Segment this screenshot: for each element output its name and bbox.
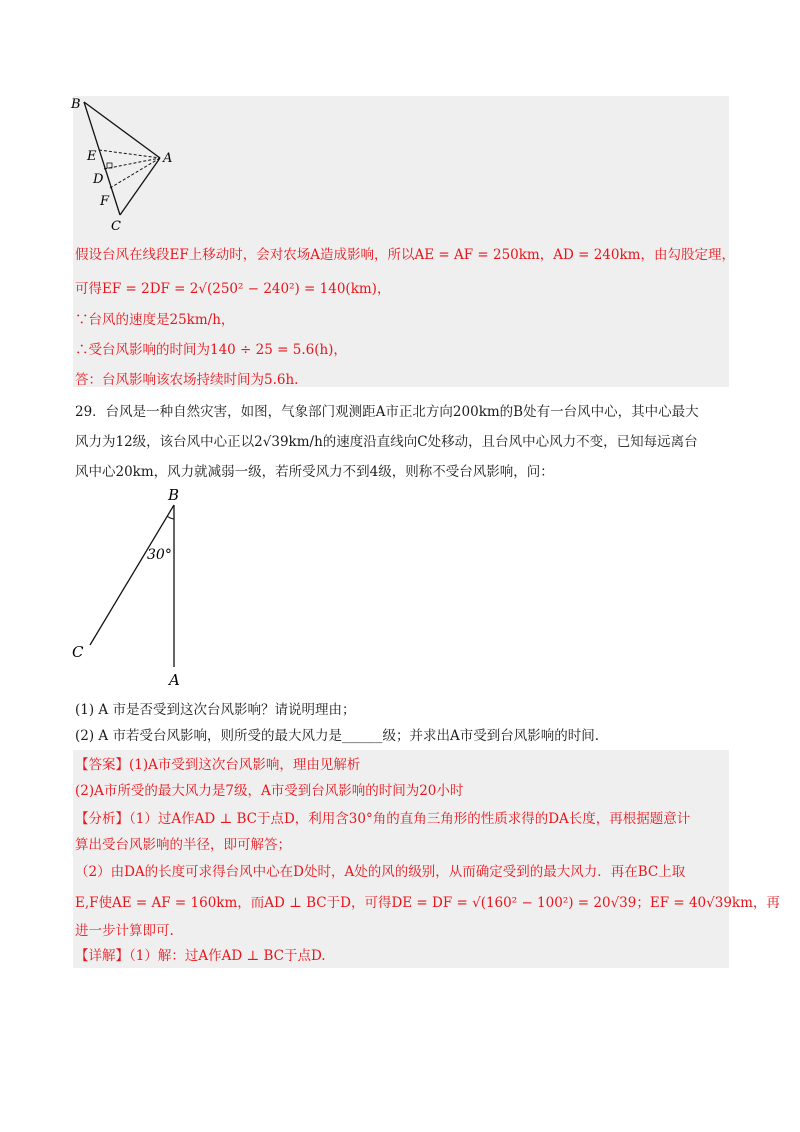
prev-solution-line-1: 假设台风在线段EF上移动时，会对农场A造成影响，所以AE = AF = 250km，AD = 240km，由勾股定理， bbox=[75, 247, 735, 263]
answer-line-2: (2)A市所受的最大风力是7级，A市受到台风影响的时间为20小时 bbox=[75, 783, 464, 799]
problem-line-2: 风力为12级，该台风中心正以2√39km/h的速度沿直线向C处移动，且台风中心风力不变，已知每远离台 bbox=[75, 434, 698, 450]
label-b2: B bbox=[168, 486, 180, 504]
label-f: F bbox=[100, 194, 110, 209]
analysis-line-3: （2）由DA的长度可求得台风中心在D处时，A处的风的级别，从而确定受到的最大风力．再在BC上取 bbox=[75, 864, 686, 880]
prev-solution-line-4: ∴受台风影响的时间为140 ÷ 25 = 5.6(h)， bbox=[75, 342, 347, 358]
label-a2: A bbox=[169, 671, 180, 689]
analysis-line-1: 【分析】（1）过A作AD ⊥ BC于点D，利用含30°角的直角三角形的性质求得的DA长度，再根据题意计 bbox=[75, 811, 691, 827]
analysis-line-2: 算出受台风影响的半径，即可解答； bbox=[75, 837, 291, 853]
analysis-line-5: 进一步计算即可. bbox=[75, 923, 174, 939]
label-d: D bbox=[93, 172, 104, 187]
detail-line-1: 【详解】（1）解：过A作AD ⊥ BC于点D. bbox=[75, 948, 326, 964]
triangle-figure-2 bbox=[68, 485, 208, 695]
prev-solution-line-2: 可得EF = 2DF = 2√(250² − 240²) = 140(km)， bbox=[75, 281, 391, 297]
problem-line-1: 29．台风是一种自然灾害，如图，气象部门观测距A市正北方向200km的B处有一台风中心，其中心最大 bbox=[75, 404, 699, 420]
label-c: C bbox=[111, 219, 121, 234]
label-c2: C bbox=[72, 643, 84, 661]
analysis-line-4: E,F使AE = AF = 160km，而AD ⊥ BC于D，可得DE = DF = √(160² − 100²) = 20√39；EF = 40√39km，再 bbox=[75, 895, 780, 911]
triangle-figure-1 bbox=[62, 92, 182, 232]
answer-line-1: 【答案】(1)A市受到这次台风影响，理由见解析 bbox=[75, 757, 361, 773]
question-2: (2) A 市若受台风影响，则所受的最大风力是______级；并求出A市受到台风影响的时间. bbox=[75, 728, 599, 744]
label-a: A bbox=[163, 151, 173, 166]
prev-solution-line-3: ∵台风的速度是25km/h， bbox=[75, 312, 235, 328]
label-e: E bbox=[87, 149, 97, 164]
prev-solution-line-5: 答：台风影响该农场持续时间为5.6h. bbox=[75, 372, 299, 388]
label-angle: 30° bbox=[147, 547, 172, 563]
label-b: B bbox=[71, 97, 81, 112]
question-1: (1) A 市是否受到这次台风影响？请说明理由； bbox=[75, 702, 356, 718]
problem-line-3: 风中心20km，风力就减弱一级，若所受风力不到4级，则称不受台风影响，问： bbox=[75, 464, 554, 480]
